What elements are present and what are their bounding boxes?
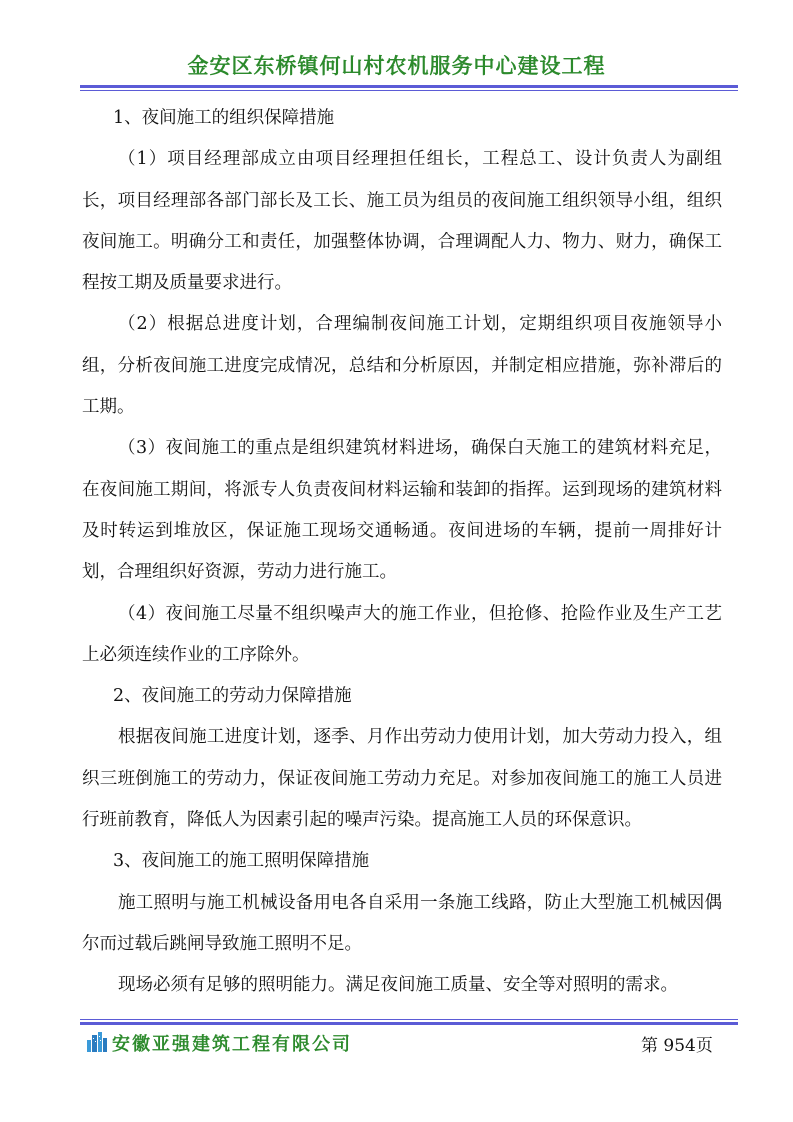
header-rule-thin (80, 90, 738, 91)
page-header-title: 金安区东桥镇何山村农机服务中心建设工程 (187, 54, 606, 78)
footer-company-name: 安徽亚强建筑工程有限公司 (112, 1034, 352, 1055)
section-heading-2: 2、夜间施工的劳动力保障措施 (113, 686, 352, 707)
body-paragraph: 施工照明与施工机械设备用电各自采用一条施工线路，防止大型施工机械因偶尔而过载后跳闸导致施工照明不足。 (82, 892, 722, 954)
body-paragraph: （4）夜间施工尽量不组织噪声大的施工作业，但抢修、抢险作业及生产工艺上必须连续作业的工序除外。 (82, 603, 722, 665)
body-paragraph: 现场必须有足够的照明能力。满足夜间施工质量、安全等对照明的需求。 (118, 975, 678, 996)
footer-rule-thin (80, 1019, 738, 1020)
header-rule-thick (80, 85, 738, 88)
body-paragraph: （2）根据总进度计划，合理编制夜间施工计划，定期组织项目夜施领导小组，分析夜间施工进度完成情况，总结和分析原因，并制定相应措施，弥补滞后的工期。 (82, 314, 722, 418)
section-heading-3: 3、夜间施工的施工照明保障措施 (113, 851, 370, 872)
document-body (82, 98, 722, 1007)
footer-rule-thick (80, 1022, 738, 1025)
body-paragraph: 根据夜间施工进度计划，逐季、月作出劳动力使用计划，加大劳动力投入，组织三班倒施工的劳动力，保证夜间施工劳动力充足。对参加夜间施工的施工人员进行班前教育，降低人为因素引起的噪声污染。提高施工人员的环保意识。 (82, 727, 722, 831)
body-paragraph: （1）项目经理部成立由项目经理担任组长，工程总工、设计负责人为副组长，项目经理部各部门部长及工长、施工员为组员的夜间施工组织领导小组，组织夜间施工。明确分工和责任，加强整体协调，合理调配人力、物力、财力，确保工程按工期及质量要求进行。 (82, 149, 722, 294)
body-paragraph: （3）夜间施工的重点是组织建筑材料进场，确保白天施工的建筑材料充足，在夜间施工期间，将派专人负责夜间材料运输和装卸的指挥。运到现场的建筑材料及时转运到堆放区，保证施工现场交通畅通。夜间进场的车辆，提前一周排好计划，合理组织好资源，劳动力进行施工。 (82, 438, 722, 583)
section-heading-1: 1、夜间施工的组织保障措施 (113, 108, 335, 128)
building-logo-icon (86, 1032, 108, 1052)
footer-page-number: 第 954页 (641, 1036, 713, 1056)
